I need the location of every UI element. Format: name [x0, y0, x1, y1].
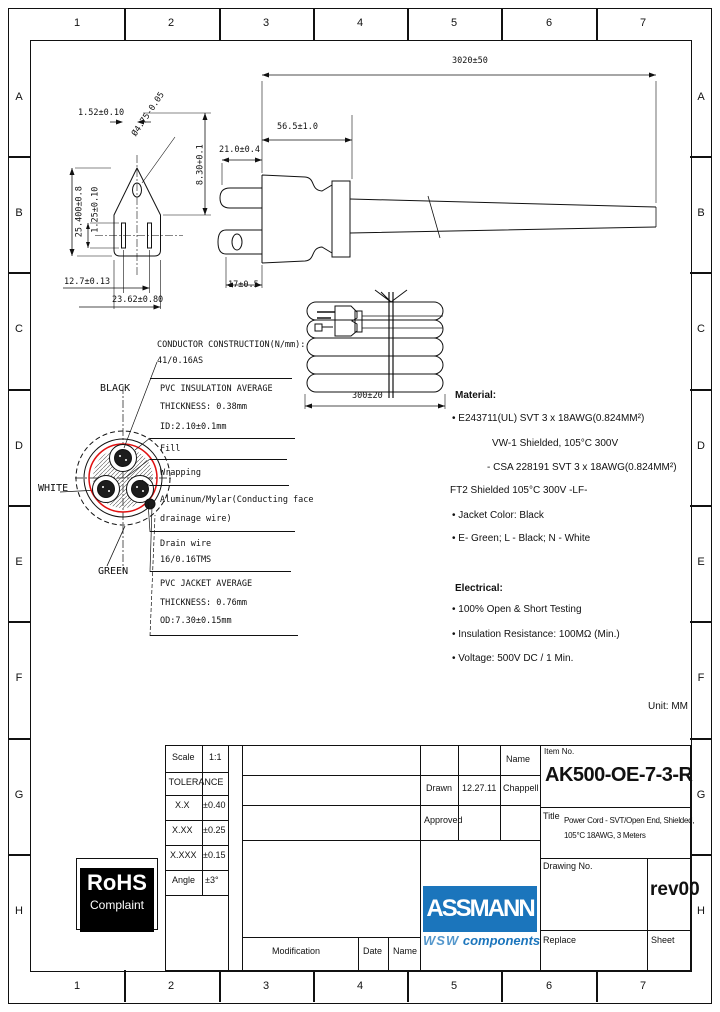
grid-col-label: 1 — [73, 17, 81, 29]
item-no-value: AK500-OE-7-3-R — [545, 764, 693, 786]
grid-row-label: G — [14, 789, 24, 801]
scale-label: Scale — [172, 752, 195, 762]
grid-tick — [8, 389, 30, 391]
material-heading: Material: — [455, 390, 497, 401]
grid-tick — [8, 854, 30, 856]
grid-col-label: 6 — [545, 17, 553, 29]
replace-label: Replace — [543, 935, 577, 945]
callout-shield: Aluminum/Mylar(Conducting face — [160, 495, 314, 505]
tb-line — [165, 895, 228, 896]
grid-row-label: C — [15, 323, 23, 335]
grid-row-label: B — [697, 207, 705, 219]
tolerance-label: TOLERANCE — [168, 777, 224, 787]
electrical-heading: Electrical: — [455, 583, 503, 594]
grid-tick — [407, 8, 409, 40]
grid-col-label: 3 — [262, 17, 270, 29]
drawn-name: Chappell — [503, 783, 539, 793]
callout-insulation-thickness: THICKNESS: 0.38mm — [160, 402, 247, 412]
grid-tick — [690, 156, 712, 158]
grid-row-label: H — [15, 905, 23, 917]
grid-row-label: G — [696, 789, 706, 801]
tb-line — [540, 930, 690, 931]
tolerance-row-label: X.XX — [172, 825, 193, 835]
callout-conductor: CONDUCTOR CONSTRUCTION(N/mm): — [157, 340, 306, 350]
item-no-label: Item No. — [544, 747, 575, 756]
callout-jacket-od: OD:7.30±0.15mm — [160, 616, 232, 626]
assmann-wsw-text: WSW — [423, 933, 460, 948]
title-label: Title — [543, 811, 560, 821]
rohs-logo — [76, 858, 158, 930]
material-line: • E- Green; L - Black; N - White — [452, 533, 591, 544]
title-line1: Power Cord - SVT/Open End, Shielded, — [564, 816, 695, 825]
grid-row-label: D — [15, 440, 23, 452]
name-label: Name — [393, 946, 418, 956]
grid-col-label: 7 — [639, 17, 647, 29]
date-label: Date — [363, 946, 383, 956]
name-header: Name — [506, 754, 531, 764]
tolerance-row-value: ±0.25 — [203, 825, 226, 835]
grid-tick — [596, 8, 598, 40]
revision-value: rev00 — [650, 879, 700, 900]
callout-insulation: PVC INSULATION AVERAGE — [160, 384, 273, 394]
sheet-label: Sheet — [651, 935, 675, 945]
dim-front-width: 23.62±0.80 — [112, 295, 164, 305]
material-line: • Jacket Color: Black — [452, 510, 544, 521]
grid-col-label: 5 — [450, 17, 458, 29]
dim-front-wall: 1.52±0.10 — [78, 108, 125, 118]
rohs-subtext: Complaint — [89, 898, 145, 912]
unit-note: Unit: MM — [648, 701, 688, 712]
callout-conductor-value: 41/0.16AS — [157, 356, 204, 366]
grid-tick — [690, 389, 712, 391]
modification-label: Modification — [272, 946, 321, 956]
callout-underline — [150, 485, 289, 486]
tb-line — [242, 937, 420, 938]
dim-overall-length: 3020±50 — [452, 56, 488, 66]
grid-row-label: A — [15, 91, 23, 103]
grid-col-label: 7 — [639, 980, 647, 992]
grid-col-label: 6 — [545, 980, 553, 992]
grid-tick — [8, 505, 30, 507]
tb-line — [165, 870, 228, 871]
callout-jacket-thickness: THICKNESS: 0.76mm — [160, 598, 247, 608]
drawing-no-label: Drawing No. — [543, 861, 593, 871]
callout-underline — [150, 459, 287, 460]
grid-col-label: 5 — [450, 980, 458, 992]
grid-tick — [8, 738, 30, 740]
dim-coil: 300±20 — [352, 391, 383, 401]
tb-line — [420, 745, 421, 970]
scale-value: 1:1 — [209, 752, 222, 762]
callout-wrapping: Wrapping — [160, 468, 201, 478]
plug-side-view-drawing — [210, 55, 670, 300]
wire-label-white: WHITE — [38, 483, 69, 494]
grid-row-label: F — [697, 672, 705, 684]
grid-tick — [690, 505, 712, 507]
callout-underline — [150, 438, 295, 439]
callout-underline — [150, 378, 292, 379]
tb-line — [540, 807, 690, 808]
grid-tick — [219, 8, 221, 40]
grid-tick — [690, 272, 712, 274]
grid-row-label: C — [697, 323, 705, 335]
grid-tick — [8, 156, 30, 158]
tolerance-row-label: X.XXX — [170, 850, 197, 860]
grid-tick — [8, 621, 30, 623]
tb-line — [647, 858, 648, 970]
grid-tick — [313, 8, 315, 40]
grid-tick — [124, 8, 126, 40]
callout-drain-value: 16/0.16TMS — [160, 555, 212, 565]
grid-row-label: H — [697, 905, 705, 917]
electrical-line: • 100% Open & Short Testing — [452, 604, 582, 615]
grid-col-label: 1 — [73, 980, 81, 992]
grid-col-label: 2 — [167, 980, 175, 992]
grid-row-label: D — [697, 440, 705, 452]
assmann-logo-subtext — [423, 933, 541, 948]
title-line2: 105°C 18AWG, 3 Meters — [564, 831, 646, 840]
grid-tick — [219, 970, 221, 1002]
dim-side-body: 56.5±1.0 — [277, 122, 318, 132]
callout-jacket: PVC JACKET AVERAGE — [160, 579, 253, 589]
material-line: VW-1 Shielded, 105°C 300V — [492, 438, 619, 449]
tolerance-row-value: ±0.40 — [203, 800, 226, 810]
dim-side-pin: 17±0.5 — [228, 280, 259, 290]
dim-front-height: 25.400±0.8 — [74, 186, 85, 238]
dim-front-pin-dia: Ø4.75-0.05 — [129, 90, 167, 139]
callout-shield-2: drainage wire) — [160, 514, 232, 524]
grid-tick — [596, 970, 598, 1002]
material-line: • E243711(UL) SVT 3 x 18AWG(0.824MM²) — [452, 413, 645, 424]
grid-row-label: E — [697, 556, 705, 568]
grid-col-label: 4 — [356, 980, 364, 992]
grid-row-label: A — [697, 91, 705, 103]
tb-line — [165, 772, 228, 773]
tb-line — [358, 937, 359, 970]
grid-col-label: 2 — [167, 17, 175, 29]
callout-underline — [150, 571, 291, 572]
grid-tick — [690, 738, 712, 740]
wire-label-black: BLACK — [100, 383, 131, 394]
wire-label-green: GREEN — [98, 566, 129, 577]
tb-line — [242, 840, 540, 841]
tb-line — [165, 820, 228, 821]
dim-front-blade: 1.25±0.10 — [90, 186, 101, 233]
material-line: - CSA 228191 SVT 3 x 18AWG(0.824MM²) — [487, 462, 677, 473]
grid-tick — [313, 970, 315, 1002]
dim-front-pin-len: 8.30+0.1 — [195, 144, 206, 186]
drawn-date: 12.27.11 — [462, 783, 497, 793]
tb-line — [500, 745, 501, 840]
tb-line — [165, 845, 228, 846]
tb-line — [228, 745, 229, 970]
grid-tick — [124, 970, 126, 1002]
grid-tick — [501, 970, 503, 1002]
callout-underline — [150, 531, 295, 532]
assmann-components-text: components — [462, 933, 541, 948]
grid-col-label: 3 — [262, 980, 270, 992]
callout-insulation-id: ID:2.10±0.1mm — [160, 422, 227, 432]
grid-tick — [690, 621, 712, 623]
callout-underline — [150, 635, 298, 636]
tb-line — [388, 937, 389, 970]
grid-row-label: E — [15, 556, 23, 568]
grid-row-label: B — [15, 207, 23, 219]
tolerance-row-label: X.X — [175, 800, 190, 810]
grid-row-label: F — [15, 672, 23, 684]
tolerance-row-label: Angle — [172, 875, 196, 885]
callout-fill: Fill — [160, 444, 181, 454]
material-line: FT2 Shielded 105°C 300V -LF- — [450, 485, 588, 496]
dim-side-blade: 21.0±0.4 — [219, 145, 260, 155]
tb-line — [540, 858, 690, 859]
grid-tick — [8, 272, 30, 274]
rohs-text: RoHS — [87, 870, 147, 895]
drawn-label: Drawn — [426, 783, 453, 793]
grid-col-label: 4 — [356, 17, 364, 29]
electrical-line: • Insulation Resistance: 100MΩ (Min.) — [452, 629, 620, 640]
tb-line — [165, 795, 228, 796]
electrical-line: • Voltage: 500V DC / 1 Min. — [452, 653, 574, 664]
grid-tick — [690, 854, 712, 856]
callout-drain: Drain wire — [160, 539, 212, 549]
tb-line — [242, 775, 540, 776]
assmann-logo: ASSMANN — [423, 886, 537, 932]
grid-tick — [407, 970, 409, 1002]
approved-label: Approved — [424, 815, 463, 825]
grid-tick — [501, 8, 503, 40]
tb-line — [242, 805, 540, 806]
tolerance-row-value: ±3° — [205, 875, 219, 885]
dim-front-spacing: 12.7±0.13 — [64, 277, 111, 287]
tolerance-row-value: ±0.15 — [203, 850, 226, 860]
